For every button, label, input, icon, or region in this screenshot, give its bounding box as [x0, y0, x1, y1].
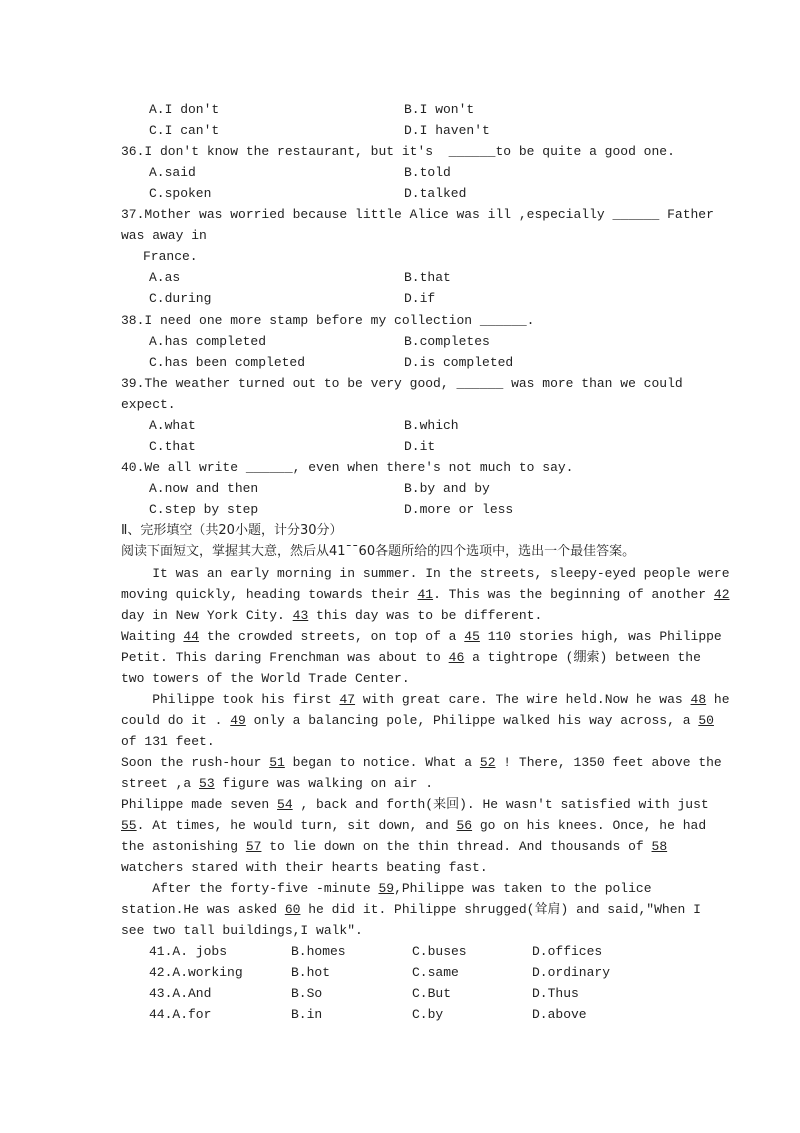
q39-stem-line2: expect.	[121, 397, 176, 412]
passage-text: Philippe took his first	[121, 692, 340, 707]
q37-stem-line3: France.	[143, 249, 198, 264]
passage-text: moving quickly, heading towards their	[121, 587, 418, 602]
passage-text: Philippe made seven	[121, 797, 278, 812]
passage-text: station.He was asked	[121, 902, 285, 917]
passage-text: could do it .	[121, 713, 231, 728]
passage-text: a tightrope (绷索) between the	[464, 650, 701, 665]
blank-number: 44	[183, 629, 200, 644]
blank-number: 41	[417, 587, 434, 602]
blank-number: 42	[713, 587, 730, 602]
passage-line	[121, 923, 363, 938]
passage-text: this day was to be different.	[308, 608, 543, 623]
q36-option-d: D.talked	[404, 186, 467, 201]
cloze-option: 41.A. jobs	[149, 944, 228, 959]
q40-stem: 40.We all write ______, even when there's not much to say.	[121, 460, 574, 475]
q35-option-d: D.I haven't	[404, 123, 490, 138]
blank-number: 49	[230, 713, 246, 728]
passage-text: It was an early morning in summer. In the streets, sleepy-eyed people were	[121, 566, 730, 581]
passage-line	[121, 692, 730, 707]
blank-number: 55	[121, 818, 137, 833]
blank-number: 58	[651, 839, 668, 854]
passage-line	[121, 902, 701, 917]
passage-text: Petit. This daring Frenchman was about to	[121, 650, 449, 665]
cloze-option: 42.A.working	[149, 965, 243, 980]
cloze-option: D.above	[532, 1007, 587, 1022]
passage-text: . This was the beginning of another	[433, 587, 714, 602]
q39-option-c: C.that	[149, 439, 196, 454]
q40-option-d: D.more or less	[404, 502, 514, 517]
blank-number: 59	[378, 881, 395, 896]
q38-option-b: B.completes	[404, 334, 490, 349]
blank-number: 48	[690, 692, 707, 707]
passage-text: 110 stories high, was Philippe	[479, 629, 722, 644]
q39-option-a: A.what	[149, 418, 196, 433]
cloze-option: B.in	[291, 1007, 323, 1022]
blank-number: 53	[199, 776, 215, 791]
cloze-option: C.But	[412, 986, 452, 1001]
blank-number: 56	[456, 818, 473, 833]
passage-line	[121, 797, 709, 812]
passage-line	[121, 776, 433, 791]
cloze-option: D.Thus	[532, 986, 579, 1001]
passage-text: with great care. The wire held.Now he was	[355, 692, 691, 707]
passage-line	[121, 713, 714, 728]
q35-option-c: C.I can't	[149, 123, 220, 138]
q37-option-c: C.during	[149, 291, 212, 306]
q39-stem-line1: 39.The weather turned out to be very good, ______ was more than we could	[121, 376, 683, 391]
passage-text: ! There, 1350 feet above the	[495, 755, 722, 770]
cloze-option: C.same	[412, 965, 459, 980]
passage-text: of 131 feet.	[121, 734, 215, 749]
passage-text: the astonishing	[121, 839, 246, 854]
q36-option-c: C.spoken	[149, 186, 212, 201]
passage-text: ,Philippe was taken to the police	[394, 881, 652, 896]
q40-option-a: A.now and then	[149, 481, 259, 496]
passage-line	[121, 860, 488, 875]
blank-number: 54	[277, 797, 293, 812]
passage-text: he did it. Philippe shrugged(耸肩) and said,"When I	[300, 902, 701, 917]
cloze-option: 43.A.And	[149, 986, 212, 1001]
cloze-option: C.buses	[412, 944, 467, 959]
passage-text: began to notice. What a	[284, 755, 480, 770]
q40-option-c: C.step by step	[149, 502, 259, 517]
cloze-option: 44.A.for	[149, 1007, 212, 1022]
q37-stem-line1: 37.Mother was worried because little Alice was ill ,especially ______ Father	[121, 207, 714, 222]
passage-line	[121, 839, 667, 854]
passage-line	[121, 566, 730, 581]
passage-text: After the forty-five -minute	[121, 881, 379, 896]
passage-text: the crowded streets, on top of a	[199, 629, 465, 644]
blank-number: 43	[292, 608, 309, 623]
q36-option-b: B.told	[404, 165, 451, 180]
blank-number: 52	[479, 755, 496, 770]
passage-text: he	[706, 692, 730, 707]
passage-text: watchers stared with their hearts beating fast.	[121, 860, 488, 875]
q39-option-d: D.it	[404, 439, 436, 454]
q35-option-b: B.I won't	[404, 102, 475, 117]
cloze-option: D.offices	[532, 944, 603, 959]
passage-line	[121, 755, 722, 770]
passage-line	[121, 650, 701, 665]
q38-option-a: A.has completed	[149, 334, 267, 349]
passage-line	[121, 734, 215, 749]
q39-option-b: B.which	[404, 418, 459, 433]
passage-text: street ,a	[121, 776, 200, 791]
cloze-option: B.So	[291, 986, 323, 1001]
passage-text: go on his knees. Once, he had	[472, 818, 707, 833]
q36-stem: 36.I don't know the restaurant, but it's ______to be quite a good one.	[121, 144, 675, 159]
cloze-option: D.ordinary	[532, 965, 611, 980]
passage-text: Waiting	[121, 629, 184, 644]
passage-text: Soon the rush-hour	[121, 755, 270, 770]
passage-text: , back and forth(来回). He wasn't satisfied with just	[292, 797, 709, 812]
passage-line	[121, 608, 542, 623]
q38-stem: 38.I need one more stamp before my collection ______.	[121, 313, 535, 328]
passage-text: two towers of the World Trade Center.	[121, 671, 410, 686]
passage-text: only a balancing pole, Philippe walked his way across, a	[245, 713, 699, 728]
passage-text: figure was walking on air .	[214, 776, 434, 791]
q38-option-c: C.has been completed	[149, 355, 306, 370]
blank-number: 47	[339, 692, 356, 707]
passage-line	[121, 587, 730, 602]
section-instruction: 阅读下面短文，掌握其大意，然后从41¯¯60各题所给的四个选项中，选出一个最佳答案。	[121, 544, 636, 559]
blank-number: 45	[464, 629, 480, 644]
q37-option-d: D.if	[404, 291, 436, 306]
passage-line	[121, 629, 722, 644]
cloze-option: B.hot	[291, 965, 331, 980]
q40-option-b: B.by and by	[404, 481, 490, 496]
q36-option-a: A.said	[149, 165, 196, 180]
blank-number: 51	[269, 755, 285, 770]
blank-number: 46	[448, 650, 465, 665]
passage-text: . At times, he would turn, sit down, and	[136, 818, 457, 833]
q38-option-d: D.is completed	[404, 355, 514, 370]
passage-text: day in New York City.	[121, 608, 293, 623]
q37-stem-line2: was away in	[121, 228, 207, 243]
cloze-option: C.by	[412, 1007, 444, 1022]
passage-line	[121, 671, 410, 686]
cloze-option: B.homes	[291, 944, 346, 959]
blank-number: 60	[284, 902, 301, 917]
passage-text: to lie down on the thin thread. And thousands of	[261, 839, 652, 854]
passage-text: see two tall buildings,I walk".	[121, 923, 363, 938]
q37-option-a: A.as	[149, 270, 181, 285]
passage-line	[121, 818, 706, 833]
q37-option-b: B.that	[404, 270, 451, 285]
section-title: Ⅱ、完形填空（共20小题，计分30分）	[121, 523, 343, 538]
q35-option-a: A.I don't	[149, 102, 220, 117]
passage-line	[121, 881, 652, 896]
blank-number: 57	[245, 839, 262, 854]
blank-number: 50	[698, 713, 714, 728]
